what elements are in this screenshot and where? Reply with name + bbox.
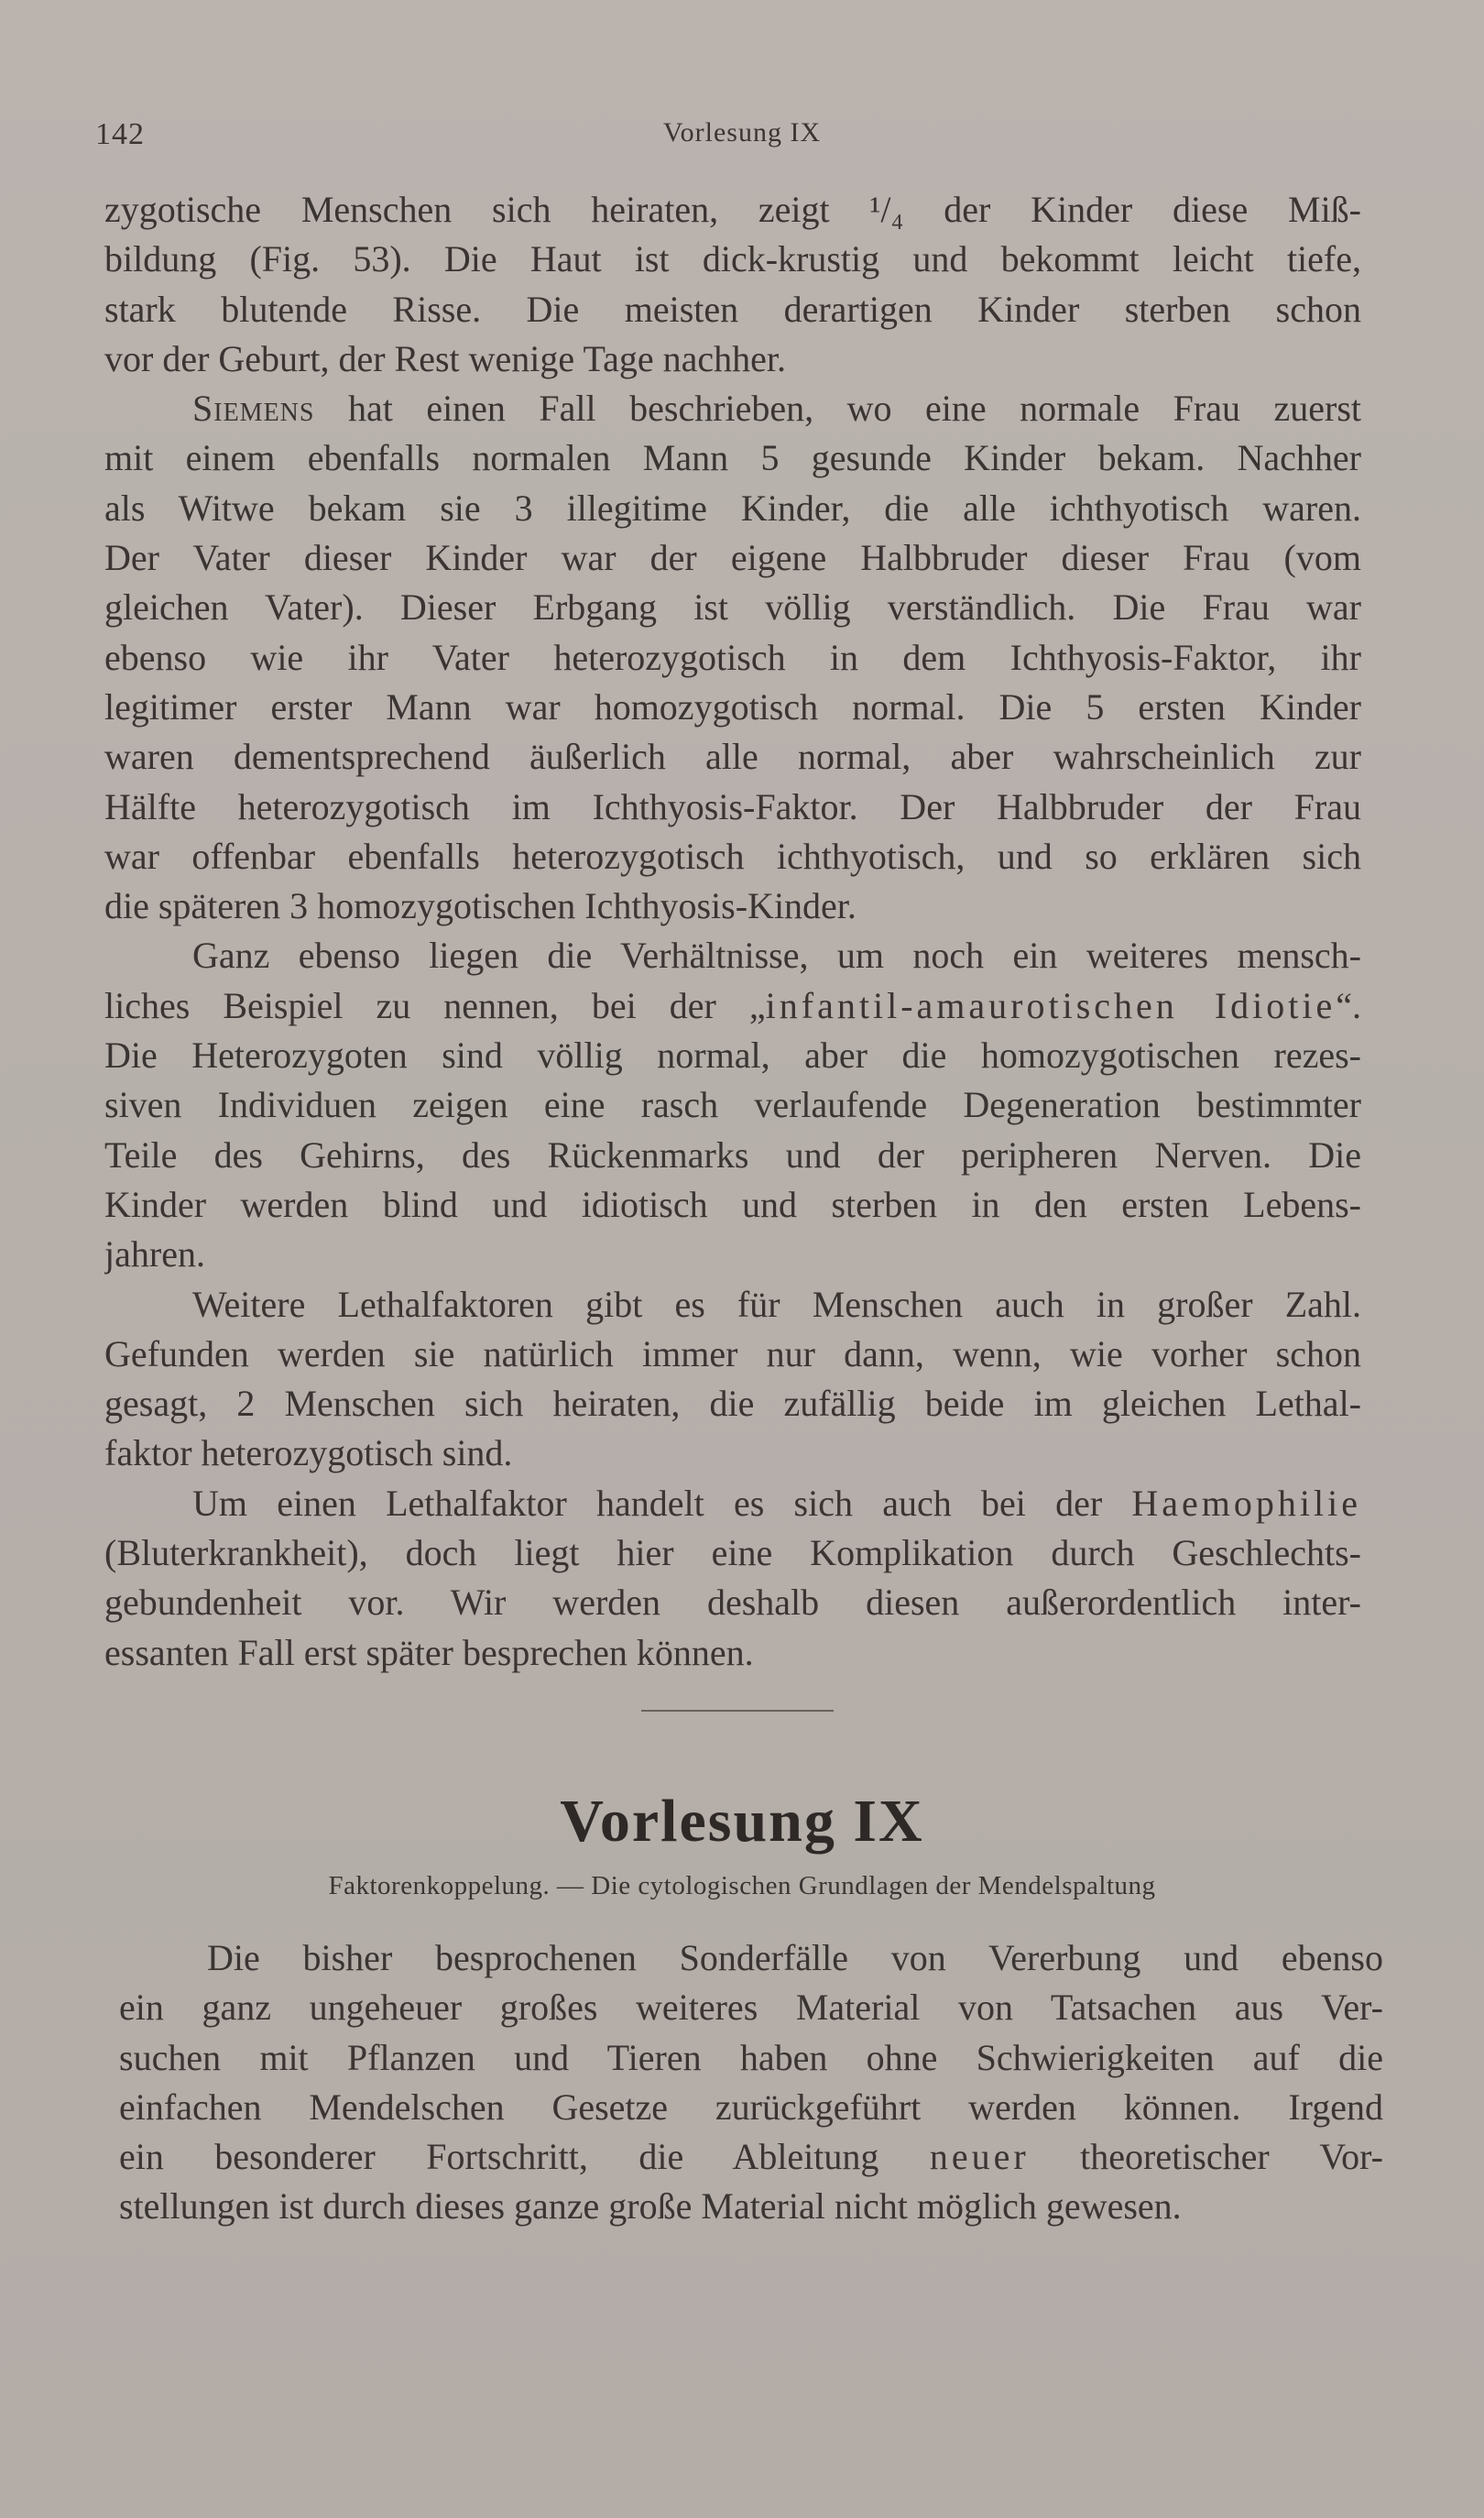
emphasized-term: Haemophilie [1131, 1482, 1361, 1524]
text-line: zygotische Menschen sich heiraten, zeigt ¹/₄ der Kinder diese Miß- [104, 189, 1361, 230]
text-line: waren dementsprechend äußerlich alle normal, aber wahrscheinlich zur [104, 736, 1361, 778]
text-line [104, 384, 1361, 433]
emphasized-term: infantil-amaurotischen Idiotie [765, 984, 1337, 1026]
text-line: (Bluterkrankheit), doch liegt hier eine Komplikation durch Geschlechts- [104, 1532, 1361, 1574]
text-line: gesagt, 2 Menschen sich heiraten, die zufällig beide im gleichen Lethal- [104, 1383, 1361, 1425]
text-line [119, 2132, 1383, 2182]
text-line: stellungen ist durch dieses ganze große Material nicht möglich gewesen. [119, 2185, 1182, 2228]
text-line: Teile des Gehirns, des Rückenmarks und der peripheren Nerven. Die [104, 1133, 1361, 1176]
paragraph-3 [104, 931, 1361, 1279]
author-name: Siemens [192, 388, 315, 430]
text-line: Weitere Lethalfaktoren gibt es für Menschen auch in großer Zahl. [192, 1283, 1361, 1325]
text-line: faktor heterozygotisch sind. [104, 1432, 513, 1474]
text-span: theoretischer Vor- [1029, 2136, 1383, 2178]
paragraph-2 [104, 384, 1361, 931]
text-line: bildung (Fig. 53). Die Haut ist dick-krustig und bekommt leicht tiefe, [104, 238, 1361, 280]
text-line: ein ganz ungeheuer großes weiteres Material von Tatsachen aus Ver- [119, 1987, 1383, 2029]
text-line: vor der Geburt, der Rest wenige Tage nachher. [104, 337, 786, 379]
text-span: hat einen Fall beschrieben, wo eine normale Frau zuerst [314, 388, 1361, 430]
emphasized-term: neuer [929, 2136, 1030, 2178]
text-line: Kinder werden blind und idiotisch und sterben in den ersten Lebens- [104, 1183, 1361, 1225]
text-line: suchen mit Pflanzen und Tieren haben ohne Schwierigkeiten auf die [119, 2036, 1383, 2078]
paragraph-4 [104, 1280, 1361, 1479]
lecture-title: Vorlesung IX [560, 1788, 924, 1855]
text-line: Die Heterozygoten sind völlig normal, aber die homozygotischen rezes- [104, 1035, 1361, 1077]
text-line: Ganz ebenso liegen die Verhältnisse, um noch ein weiteres mensch- [192, 935, 1361, 977]
lecture-text [119, 1933, 1383, 2232]
text-line: gleichen Vater). Dieser Erbgang ist völlig verständlich. Die Frau war [104, 586, 1361, 629]
text-line [104, 981, 1361, 1031]
lecture-subtitle: Faktorenkoppelung. — Die cytologischen Grundlagen der Mendelspaltung [328, 1871, 1156, 1900]
text-line: siven Individuen zeigen eine rasch verlaufende Degeneration bestimmter [104, 1084, 1361, 1126]
main-text [104, 185, 1361, 1678]
text-line: legitimer erster Mann war homozygotisch normal. Die 5 ersten Kinder [104, 685, 1361, 728]
text-line: Hälfte heterozygotisch im Ichthyosis-Faktor. Der Halbbruder der Frau [104, 785, 1361, 827]
text-line: Die bisher besprochenen Sonderfälle von Vererbung und ebenso [207, 1937, 1383, 1978]
text-line: Der Vater dieser Kinder war der eigene Halbbruder dieser Frau (vom [104, 537, 1361, 579]
text-line: die späteren 3 homozygotischen Ichthyosis-Kinder. [104, 885, 857, 927]
text-span: Um einen Lethalfaktor handelt es sich auch bei der [192, 1482, 1132, 1524]
text-line: essanten Fall erst später besprechen können. [104, 1631, 754, 1673]
text-line: einfachen Mendelschen Gesetze zurückgeführt werden können. Irgend [119, 2086, 1383, 2128]
text-line: ebenso wie ihr Vater heterozygotisch in dem Ichthyosis-Faktor, ihr [104, 636, 1361, 678]
text-line: jahren. [104, 1233, 205, 1275]
text-line: war offenbar ebenfalls heterozygotisch ichthyotisch, und so erklären sich [104, 835, 1361, 877]
text-line: als Witwe bekam sie 3 illegitime Kinder, die alle ichthyotisch waren. [104, 487, 1361, 529]
text-line: stark blutende Risse. Die meisten derartigen Kinder sterben schon [104, 288, 1361, 330]
text-line [104, 1479, 1361, 1528]
page-header [95, 117, 1389, 154]
text-span: liches Beispiel zu nennen, bei der „ [104, 984, 766, 1026]
text-span: ein besonderer Fortschritt, die Ableitung [119, 2136, 930, 2178]
page-number: 142 [95, 117, 145, 151]
paragraph-1 [104, 185, 1361, 384]
paragraph-6 [119, 1933, 1383, 2232]
text-line: gebundenheit vor. Wir werden deshalb diesen außerordentlich inter- [104, 1582, 1361, 1624]
paragraph-5 [104, 1479, 1361, 1678]
text-line: Gefunden werden sie natürlich immer nur dann, wenn, wie vorher schon [104, 1332, 1361, 1374]
text-span: “. [1336, 984, 1361, 1026]
section-divider [641, 1710, 834, 1712]
running-head: Vorlesung IX [662, 117, 822, 148]
text-line: mit einem ebenfalls normalen Mann 5 gesunde Kinder bekam. Nachher [104, 437, 1361, 479]
